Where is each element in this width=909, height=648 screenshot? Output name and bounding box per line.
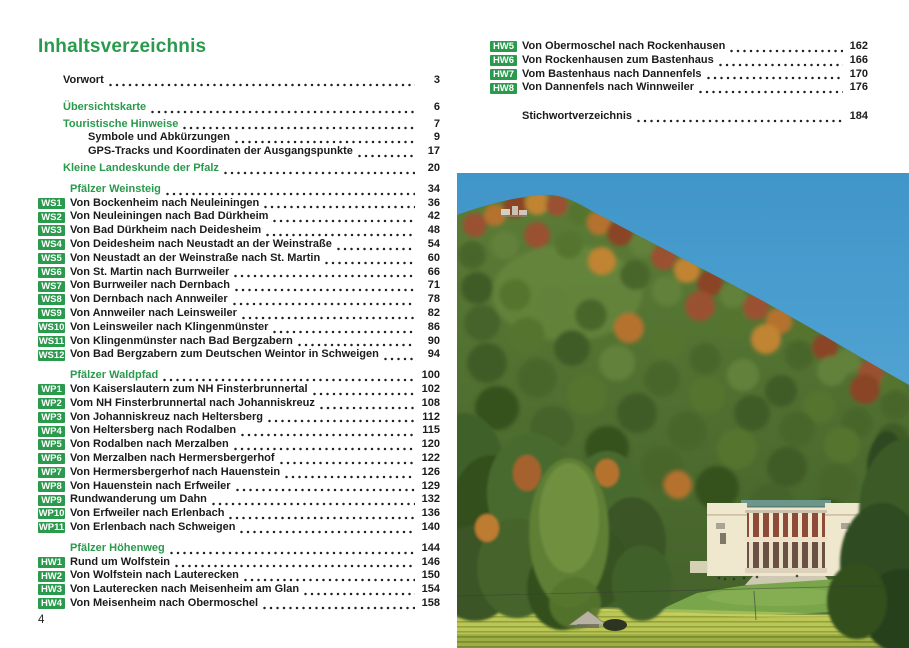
- dot-leader: [730, 49, 843, 53]
- entry-page-number: 150: [421, 569, 440, 582]
- dot-leader: [707, 76, 843, 80]
- entry-label: Von Rodalben nach Merzalben: [70, 438, 229, 451]
- entry-page-number: 136: [421, 507, 440, 520]
- toc-entry: [38, 335, 440, 349]
- dot-leader: [170, 551, 415, 555]
- dot-leader: [183, 126, 415, 130]
- dot-leader: [163, 378, 415, 382]
- route-badge: HW4: [38, 598, 65, 609]
- dot-leader: [264, 205, 415, 209]
- entry-label: Stichwortverzeichnis: [522, 110, 633, 123]
- toc-entry: [38, 424, 440, 438]
- toc-entry: [38, 131, 440, 145]
- entry-page-number: 115: [422, 424, 440, 437]
- entry-page-number: 184: [849, 110, 868, 123]
- route-badge: WS12: [38, 349, 65, 361]
- toc-entry: [38, 397, 440, 411]
- dot-leader: [637, 119, 843, 123]
- entry-label: Vorwort: [63, 74, 104, 86]
- route-badge: WP10: [38, 508, 65, 520]
- toc-entry: [38, 466, 440, 480]
- toc-entry: [490, 110, 868, 124]
- dot-leader: [268, 419, 415, 423]
- entry-page-number: 112: [422, 410, 440, 423]
- dot-leader: [280, 461, 415, 465]
- entry-label: Von Wolfstein nach Lauterecken: [70, 569, 239, 582]
- entry-label: Von Bad Bergzabern zum Deutschen Weintor in Schweigen: [70, 348, 379, 361]
- route-badge: WP4: [38, 426, 65, 437]
- entry-label: Vom NH Finsterbrunnertal nach Johanniskreuz: [70, 396, 315, 409]
- entry-label: Von Rockenhausen zum Bastenhaus: [522, 53, 714, 66]
- dot-leader: [313, 392, 415, 396]
- entry-label: Von Neuleiningen nach Bad Dürkheim: [70, 210, 269, 223]
- route-badge: WP3: [38, 412, 65, 423]
- route-badge: HW1: [38, 557, 65, 568]
- entry-page-number: 120: [421, 438, 440, 451]
- dot-leader: [166, 192, 415, 196]
- route-badge: WP2: [38, 398, 65, 409]
- toc-entry: [38, 521, 440, 535]
- dot-leader: [719, 63, 843, 67]
- toc-entry: [38, 369, 440, 383]
- toc-entry: [38, 224, 440, 238]
- entry-page-number: 48: [427, 224, 440, 237]
- dot-leader: [263, 606, 415, 610]
- entry-page-number: 6: [433, 100, 440, 113]
- toc-entry: [38, 569, 440, 583]
- route-badge: HW6: [490, 55, 517, 66]
- toc-entry: [38, 197, 440, 211]
- toc-entry: [38, 348, 440, 362]
- entry-label: Von Meisenheim nach Obermoschel: [70, 596, 259, 609]
- dot-leader: [298, 343, 415, 347]
- route-badge: WS10: [38, 322, 65, 334]
- entry-page-number: 34: [427, 182, 440, 195]
- route-badge: WP1: [38, 384, 65, 395]
- toc-entry: [38, 556, 440, 570]
- entry-label: GPS-Tracks und Koordinaten der Ausgangspunkte: [88, 145, 353, 158]
- toc-entry: [38, 252, 440, 266]
- dot-leader: [266, 233, 415, 237]
- entry-label: Von Neustadt an der Weinstraße nach St. Martin: [70, 251, 321, 264]
- entry-page-number: 129: [421, 479, 440, 492]
- toc-entry: [38, 411, 440, 425]
- route-badge: HW7: [490, 69, 517, 80]
- entry-page-number: 154: [421, 583, 440, 596]
- entry-page-number: 20: [427, 161, 440, 174]
- route-badge: WP11: [38, 522, 65, 534]
- toc-entry: [490, 68, 868, 82]
- entry-label: Von Burrweiler nach Dernbach: [70, 279, 230, 292]
- dot-leader: [234, 447, 415, 451]
- entry-page-number: 94: [427, 348, 440, 361]
- entry-page-number: 140: [421, 520, 440, 533]
- route-badge: WS5: [38, 253, 65, 264]
- toc-entry: [38, 542, 440, 556]
- landscape-photo-villa-ludwigshoehe: [457, 173, 909, 648]
- toc-entry: [490, 54, 868, 68]
- route-badge: WS8: [38, 294, 65, 305]
- entry-label: Rundwanderung um Dahn: [70, 493, 207, 506]
- dot-leader: [235, 288, 415, 292]
- entry-label: Übersichtskarte: [63, 100, 147, 113]
- route-badge: WP9: [38, 495, 65, 506]
- route-badge: HW8: [490, 83, 517, 94]
- toc-entry: [490, 40, 868, 54]
- toc-entry: [38, 74, 440, 88]
- toc-entry: [38, 293, 440, 307]
- dot-leader: [699, 90, 843, 94]
- dot-leader: [175, 564, 415, 568]
- toc-entry: [38, 183, 440, 197]
- entry-page-number: 144: [421, 541, 440, 554]
- toc-entry: [38, 321, 440, 335]
- entry-label: Von Leinsweiler nach Klingenmünster: [70, 320, 269, 333]
- entry-label: Von Erlenbach nach Schweigen: [70, 520, 236, 533]
- dot-leader: [224, 171, 415, 175]
- toc-entry: [38, 493, 440, 507]
- dot-leader: [285, 475, 415, 479]
- toc-entry: [38, 118, 440, 132]
- entry-page-number: 78: [427, 293, 440, 306]
- dot-leader: [229, 516, 415, 520]
- entry-label: Von Merzalben nach Hermersbergerhof: [70, 451, 275, 464]
- toc-entry: [38, 480, 440, 494]
- entry-label: Von Dernbach nach Annweiler: [70, 293, 228, 306]
- entry-label: Vom Bastenhaus nach Dannenfels: [522, 67, 702, 80]
- entry-page-number: 162: [849, 40, 868, 52]
- route-badge: WS2: [38, 212, 65, 223]
- entry-page-number: 9: [433, 131, 440, 144]
- toc-entry: [38, 597, 440, 611]
- entry-page-number: 60: [427, 251, 440, 264]
- entry-page-number: 126: [421, 465, 440, 478]
- dot-leader: [304, 592, 415, 596]
- toc-left-column: [38, 74, 440, 611]
- entry-page-number: 66: [427, 265, 440, 278]
- entry-label: Von Bockenheim nach Neuleiningen: [70, 196, 260, 209]
- route-badge: WS11: [38, 335, 65, 347]
- route-badge: HW5: [490, 41, 517, 52]
- toc-entry: [38, 145, 440, 159]
- entry-label: Von Hermersbergerhof nach Hauenstein: [70, 465, 281, 478]
- toc-entry: [38, 279, 440, 293]
- entry-label: Von Bad Dürkheim nach Deidesheim: [70, 224, 262, 237]
- entry-page-number: 100: [421, 369, 440, 382]
- entry-label: Von Johanniskreuz nach Heltersberg: [70, 410, 263, 423]
- route-badge: WS3: [38, 225, 65, 236]
- dot-leader: [233, 302, 415, 306]
- entry-page-number: 82: [427, 306, 440, 319]
- toc-entry: [38, 383, 440, 397]
- dot-leader: [320, 406, 415, 410]
- route-badge: WS6: [38, 267, 65, 278]
- entry-label: Von Klingenmünster nach Bad Bergzabern: [70, 334, 293, 347]
- entry-label: Von Annweiler nach Leinsweiler: [70, 306, 237, 319]
- entry-label: Von Kaiserslautern zum NH Finsterbrunnertal: [70, 382, 308, 395]
- entry-label: Kleine Landeskunde der Pfalz: [63, 161, 219, 174]
- entry-label: Pfälzer Waldpfad: [70, 369, 159, 382]
- toc-entry: [38, 162, 440, 176]
- entry-label: Von St. Martin nach Burrweiler: [70, 265, 230, 278]
- entry-label: Von Deidesheim nach Neustadt an der Weinstraße: [70, 237, 332, 250]
- entry-page-number: 158: [421, 596, 440, 609]
- dot-leader: [212, 502, 415, 506]
- entry-page-number: 122: [421, 451, 440, 464]
- page-number: 4: [38, 614, 45, 626]
- entry-page-number: 102: [421, 382, 440, 395]
- dot-leader: [273, 219, 415, 223]
- route-badge: WS7: [38, 281, 65, 292]
- entry-label: Touristische Hinweise: [63, 117, 179, 130]
- route-badge: WS1: [38, 198, 65, 209]
- dot-leader: [151, 110, 415, 114]
- entry-page-number: 86: [427, 320, 440, 333]
- entry-page-number: 7: [433, 117, 440, 130]
- toc-entry: [38, 438, 440, 452]
- toc-entry: [38, 101, 440, 115]
- route-badge: WP6: [38, 453, 65, 464]
- entry-label: Rund um Wolfstein: [70, 555, 171, 568]
- toc-entry: [38, 266, 440, 280]
- entry-page-number: 71: [427, 279, 440, 292]
- dot-leader: [358, 154, 415, 158]
- dot-leader: [235, 140, 415, 144]
- entry-page-number: 36: [427, 196, 440, 209]
- entry-label: Von Lauterecken nach Meisenheim am Glan: [70, 583, 300, 596]
- toc-entry: [38, 507, 440, 521]
- entry-label: Von Heltersberg nach Rodalben: [70, 424, 237, 437]
- toc-entry: [38, 583, 440, 597]
- entry-label: Pfälzer Weinsteig: [70, 182, 161, 195]
- entry-page-number: 108: [421, 396, 440, 409]
- entry-page-number: 17: [427, 145, 440, 158]
- entry-label: Symbole und Abkürzungen: [88, 131, 230, 144]
- dot-leader: [244, 578, 415, 582]
- entry-label: Von Dannenfels nach Winnweiler: [522, 81, 695, 94]
- route-badge: HW2: [38, 571, 65, 582]
- route-badge: WS4: [38, 239, 65, 250]
- entry-page-number: 3: [433, 74, 440, 86]
- entry-page-number: 42: [427, 210, 440, 223]
- entry-page-number: 90: [427, 334, 440, 347]
- route-badge: WP5: [38, 439, 65, 450]
- dot-leader: [109, 83, 415, 87]
- entry-page-number: 170: [849, 67, 868, 80]
- dot-leader: [242, 316, 415, 320]
- toc-entry: [490, 81, 868, 95]
- dot-leader: [240, 530, 415, 534]
- route-badge: WP8: [38, 481, 65, 492]
- dot-leader: [241, 433, 415, 437]
- entry-label: Pfälzer Höhenweg: [70, 541, 165, 554]
- entry-label: Von Erfweiler nach Erlenbach: [70, 507, 225, 520]
- dot-leader: [273, 330, 415, 334]
- toc-entry: [38, 452, 440, 466]
- entry-page-number: 146: [421, 555, 440, 568]
- entry-label: Von Hauenstein nach Erfweiler: [70, 479, 231, 492]
- entry-page-number: 176: [849, 81, 868, 94]
- page-title: Inhaltsverzeichnis: [38, 36, 207, 57]
- dot-leader: [236, 488, 415, 492]
- entry-page-number: 132: [421, 493, 440, 506]
- dot-leader: [384, 357, 415, 361]
- entry-page-number: 166: [849, 53, 868, 66]
- toc-entry: [38, 307, 440, 321]
- toc-entry: [38, 238, 440, 252]
- route-badge: WP7: [38, 467, 65, 478]
- dot-leader: [337, 247, 415, 251]
- dot-leader: [234, 274, 415, 278]
- route-badge: WS9: [38, 308, 65, 319]
- entry-label: Von Obermoschel nach Rockenhausen: [522, 40, 726, 52]
- route-badge: HW3: [38, 584, 65, 595]
- dot-leader: [325, 261, 415, 265]
- entry-page-number: 54: [427, 237, 440, 250]
- toc-right-column: [490, 40, 868, 124]
- toc-entry: [38, 210, 440, 224]
